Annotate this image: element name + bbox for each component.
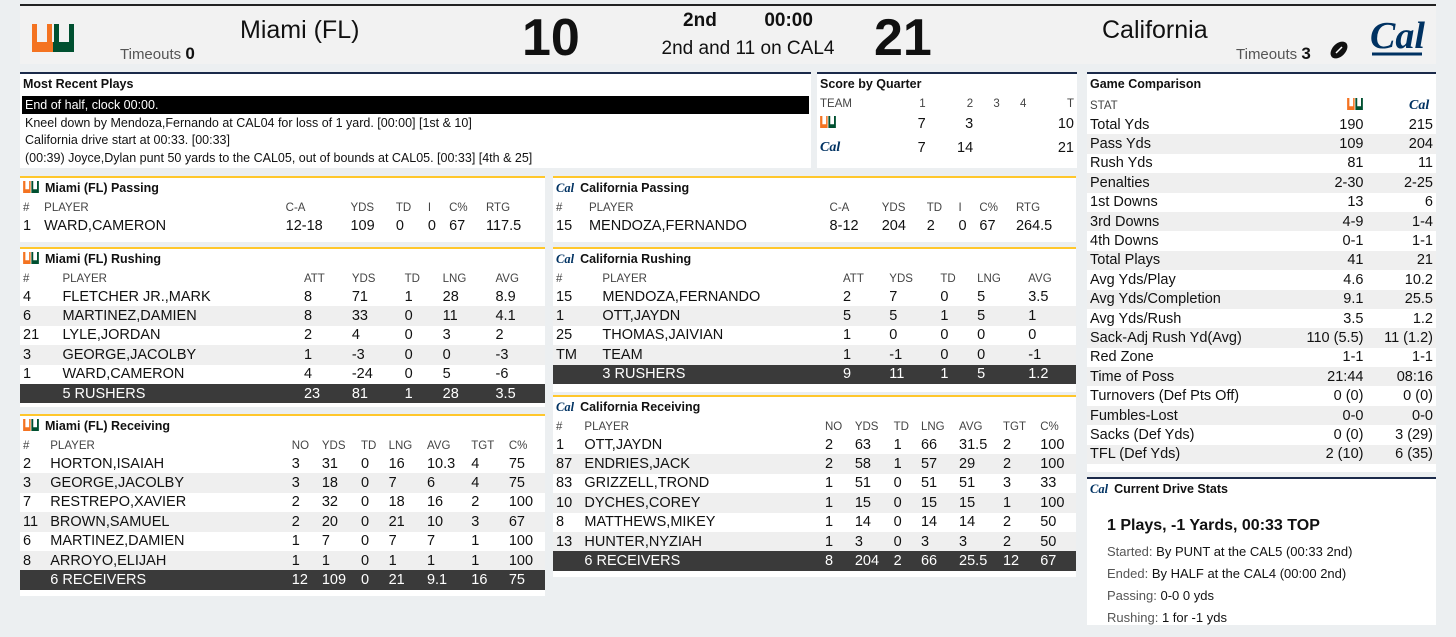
table-row: 3 GEORGE,JACOLBY 3 18 0 7 6 4 75 — [20, 473, 545, 492]
recent-plays-panel — [20, 72, 811, 168]
cal-rushing-table — [553, 271, 1076, 384]
away-timeouts: Timeouts 3 — [1236, 44, 1311, 63]
miami-logo-small — [1347, 98, 1363, 110]
comparison-row: Turnovers (Def Pts Off) 0 (0) 0 (0) — [1090, 388, 1433, 405]
table-row: 11 BROWN,SAMUEL 2 20 0 21 10 3 67 — [20, 512, 545, 531]
play-item: Kneel down by Mendoza,Fernando at CAL04 for loss of 1 yard. [00:00] [1st & 10] — [25, 115, 472, 130]
comparison-row: Time of Poss 21:44 08:16 — [1087, 367, 1436, 386]
miami-logo — [32, 20, 88, 56]
table-row: 1 WARD,CAMERON 4 -24 0 5 -6 — [23, 366, 509, 383]
header-row: # PLAYER C-A YDS TD I C% RTG — [556, 202, 1041, 214]
table-row: 25 THOMAS,JAIVIAN 1 0 0 0 0 — [556, 327, 1037, 344]
table-row: 8 ARROYO,ELIJAH 1 1 0 1 1 1 100 — [20, 551, 545, 570]
table-row: 8 MATTHEWS,MIKEY 1 14 0 14 14 2 50 — [556, 514, 1057, 531]
table-row: 3 GEORGE,JACOLBY 1 -3 0 0 -3 — [20, 345, 545, 364]
miami-logo-icon — [23, 252, 39, 267]
comparison-row: Total Yds 190 215 — [1090, 116, 1433, 133]
score-by-quarter-title: Score by Quarter — [820, 77, 922, 91]
recent-plays-title: Most Recent Plays — [23, 77, 134, 91]
home-team-name: Miami (FL) — [240, 16, 360, 44]
table-row: 1 WARD,CAMERON 12-18 109 0 0 67 117.5 — [23, 217, 522, 234]
comparison-row: Total Plays 41 21 — [1087, 251, 1436, 270]
game-clock: 00:00 — [764, 10, 813, 31]
table-row: 7 RESTREPO,XAVIER 2 32 0 18 16 2 100 — [23, 494, 534, 511]
drive-passing: Passing: 0-0 0 yds — [1107, 588, 1214, 603]
play-item: End of half, clock 00:00. — [22, 96, 809, 114]
table-row: 13 HUNTER,NYZIAH 1 3 0 3 3 2 50 — [553, 532, 1076, 551]
table-row: 2 HORTON,ISAIAH 3 31 0 16 10.3 4 75 — [23, 455, 525, 472]
cal-receiving-table — [553, 419, 1076, 571]
comparison-row: Avg Yds/Rush 3.5 1.2 — [1090, 310, 1433, 327]
miami-rushing-title: Miami (FL) Rushing — [45, 252, 161, 266]
cal-rushing-title: California Rushing — [580, 252, 692, 266]
miami-receiving-title: Miami (FL) Receiving — [45, 419, 171, 433]
score-by-quarter-table: TEAM 1 2 3 4 T 7 3 10 Cal 7 14 21 — [817, 96, 1077, 160]
comparison-row: 4th Downs 0-1 1-1 — [1090, 233, 1433, 250]
down-distance: 2nd and 11 on CAL4 — [661, 38, 835, 59]
svg-text:Cal: Cal — [820, 140, 841, 154]
current-drive-title: Current Drive Stats — [1114, 482, 1228, 496]
play-item: (00:39) Joyce,Dylan punt 50 yards to the CAL05, out of bounds at CAL05. [00:33] [4th & 25] — [25, 150, 533, 165]
comparison-row: TFL (Def Yds) 2 (10) 6 (35) — [1087, 445, 1436, 464]
home-score: 10 — [522, 9, 580, 67]
quarter: 2nd — [683, 10, 717, 31]
drive-rushing: Rushing: 1 for -1 yds — [1107, 610, 1227, 625]
cal-logo — [1368, 12, 1428, 60]
cal-logo-icon: Cal — [1090, 481, 1109, 496]
total-row: 6 RECEIVERS 8 204 2 66 25.5 12 67 — [553, 551, 1076, 570]
table-row: 6 MARTINEZ,DAMIEN 1 7 0 7 7 1 100 — [23, 533, 534, 550]
header-row: # PLAYER NO YDS TD LNG AVG TGT C% — [23, 440, 528, 452]
table-row: 1 OTT,JAYDN 5 5 1 5 1 — [553, 306, 1076, 325]
scoreboard — [20, 4, 1436, 67]
comparison-row: Rush Yds 81 11 — [1090, 155, 1433, 172]
cal-passing-title: California Passing — [580, 181, 690, 195]
total-row: 6 RECEIVERS 12 109 0 21 9.1 16 75 — [20, 570, 545, 589]
total-row: 3 RUSHERS 9 11 1 5 1.2 — [553, 365, 1076, 384]
miami-rushing-panel — [20, 247, 545, 407]
svg-text:Cal: Cal — [1370, 15, 1425, 57]
table-row: 87 ENDRIES,JACK 2 58 1 57 29 2 100 — [553, 454, 1076, 473]
game-comparison-panel — [1087, 72, 1436, 472]
cal-logo-small — [817, 136, 898, 160]
comparison-row: Avg Yds/Completion 9.1 25.5 — [1087, 290, 1436, 309]
comparison-row: Red Zone 1-1 1-1 — [1090, 349, 1433, 366]
header-row: # PLAYER ATT YDS TD LNG AVG — [23, 273, 519, 285]
away-team-name: California — [1102, 16, 1208, 44]
game-comparison-table: STAT Cal Total Yds 190 215 Pass Yds 109 204 Rush Yds 81 11 Penalties 2-30 2-25 1st Downs 13 6 3rd Downs 4-9 1-4 4th Downs 0-1 1-1 Total Plays 41 21 Avg Yds/Play 4.6 10.2 Avg Yds/Completion 9.1 25.5 Avg Yds/Rush 3.5 1.2 Sack-Adj Rush Yd(Avg) 110 (5.5) 11 (1.2) Red Zone 1-1 1-1 Time of Poss 21:44 08:16 Turnovers (Def Pts Off) 0 (0) 0 (0) Fumbles-Lost 0-0 0-0 Sacks (Def Yds) 0 (0) 3 (29) TFL (Def Yds) 2 (10) 6 (35) — [1087, 96, 1436, 464]
table-row: 6 MARTINEZ,DAMIEN 8 33 0 11 4.1 — [20, 306, 545, 325]
comparison-row: Sacks (Def Yds) 0 (0) 3 (29) — [1090, 426, 1433, 443]
table-row: 83 GRIZZELL,TROND 1 51 0 51 51 3 33 — [556, 475, 1057, 492]
cal-rushing-panel — [553, 247, 1076, 392]
comparison-row: Avg Yds/Play 4.6 10.2 — [1090, 271, 1433, 288]
game-comparison-title: Game Comparison — [1090, 77, 1202, 91]
table-row: 15 MENDOZA,FERNANDO 8-12 204 2 0 67 264.5 — [556, 217, 1053, 234]
table-row: 1 OTT,JAYDN 2 63 1 66 31.5 2 100 — [556, 436, 1065, 453]
home-timeouts: Timeouts 0 — [120, 44, 195, 63]
miami-logo-icon — [23, 419, 39, 434]
header-row: # PLAYER NO YDS TD LNG AVG TGT C% — [556, 421, 1059, 433]
miami-rushing-table — [20, 271, 545, 403]
svg-text:Cal: Cal — [1409, 98, 1430, 112]
comparison-row: 1st Downs 13 6 — [1090, 194, 1433, 211]
miami-passing-table — [20, 200, 545, 235]
miami-receiving-table — [20, 438, 545, 590]
cal-passing-table — [553, 200, 1076, 235]
cal-logo-icon: Cal — [556, 180, 575, 195]
away-score: 21 — [874, 9, 932, 67]
cal-passing-panel — [553, 176, 1076, 242]
game-status — [620, 10, 876, 60]
miami-passing-title: Miami (FL) Passing — [45, 181, 159, 195]
header-row: # PLAYER ATT YDS TD LNG AVG — [556, 273, 1052, 285]
comparison-row: Sack-Adj Rush Yd(Avg) 110 (5.5) 11 (1.2) — [1087, 328, 1436, 347]
cal-logo-icon: Cal — [556, 399, 575, 414]
miami-logo-icon — [23, 181, 39, 196]
table-row: 21 LYLE,JORDAN 2 4 0 3 2 — [23, 327, 504, 344]
table-row: 10 DYCHES,COREY 1 15 0 15 15 1 100 — [553, 493, 1076, 512]
comparison-row: Fumbles-Lost 0-0 0-0 — [1087, 406, 1436, 425]
table-row: 15 MENDOZA,FERNANDO 2 7 0 5 3.5 — [556, 288, 1049, 305]
drive-summary: 1 Plays, -1 Yards, 00:33 TOP — [1107, 517, 1320, 534]
current-drive-panel — [1087, 477, 1436, 625]
miami-passing-panel — [20, 176, 545, 242]
drive-ended: Ended: By HALF at the CAL4 (00:00 2nd) — [1107, 566, 1347, 581]
drive-started: Started: By PUNT at the CAL5 (00:33 2nd) — [1107, 544, 1353, 559]
cal-logo-small — [1409, 96, 1433, 112]
score-by-quarter-panel — [817, 72, 1077, 168]
comparison-row: 3rd Downs 4-9 1-4 — [1087, 212, 1436, 231]
table-row: 4 FLETCHER JR.,MARK 8 71 1 28 8.9 — [23, 288, 516, 305]
play-item: California drive start at 00:33. [00:33] — [25, 133, 230, 147]
miami-logo-small — [817, 112, 898, 136]
comparison-row: Penalties 2-30 2-25 — [1087, 173, 1436, 192]
possession-football-icon — [1328, 39, 1350, 61]
cal-logo-icon: Cal — [556, 251, 575, 266]
table-row: TM TEAM 1 -1 0 0 -1 — [553, 345, 1076, 364]
comparison-row: Pass Yds 109 204 — [1087, 134, 1436, 153]
total-row: 5 RUSHERS 23 81 1 28 3.5 — [20, 384, 545, 403]
cal-receiving-panel — [553, 395, 1076, 577]
header-row: # PLAYER C-A YDS TD I C% RTG — [23, 202, 511, 214]
miami-receiving-panel — [20, 414, 545, 596]
cal-receiving-title: California Receiving — [580, 400, 701, 414]
